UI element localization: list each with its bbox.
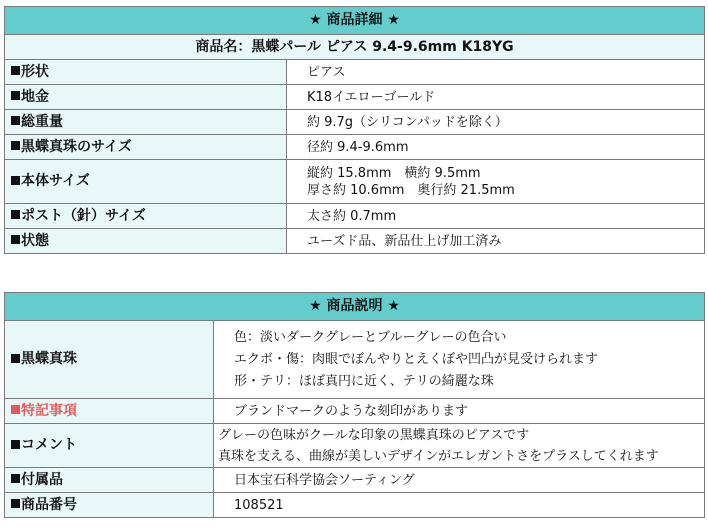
- table-row: [5, 229, 705, 254]
- row-label: 商品番号: [21, 496, 77, 513]
- row-label: 形状: [21, 63, 49, 80]
- description-header: ★ 商品説明 ★: [5, 293, 705, 321]
- row-value: ユーズド品、新品仕上げ加工済み: [287, 229, 705, 254]
- bullet-square-icon: [11, 210, 20, 219]
- row-value: K18イエローゴールド: [287, 85, 705, 110]
- bullet-square-icon: [11, 499, 20, 508]
- bullet-square-icon: [11, 405, 20, 414]
- value-line: 縦約 15.8mm 横約 9.5mm: [307, 165, 481, 181]
- product-description-table: [4, 292, 705, 518]
- table-row: [5, 321, 705, 399]
- row-label: 本体サイズ: [21, 173, 90, 189]
- details-header: ★ 商品詳細 ★: [5, 7, 705, 35]
- row-value: [287, 160, 705, 204]
- value-line: エクボ・傷：肉眼でぼんやりとえくぼや凹凸が見受けられます: [234, 351, 599, 367]
- bullet-square-icon: [11, 116, 20, 125]
- bullet-square-icon: [11, 141, 20, 150]
- row-label: 付属品: [21, 471, 63, 488]
- row-label: 総重量: [21, 113, 63, 130]
- bullet-square-icon: [11, 235, 20, 244]
- row-value: ブランドマークのような刻印があります: [214, 399, 705, 424]
- table-row: [5, 204, 705, 229]
- row-value: 約 9.7g（シリコンパッドを除く）: [287, 110, 705, 135]
- row-label: 状態: [21, 232, 49, 249]
- row-value: 径約 9.4-9.6mm: [287, 135, 705, 160]
- row-label: 地金: [21, 88, 49, 105]
- row-value: 108521: [214, 493, 705, 518]
- table-row: [5, 493, 705, 518]
- value-line: 真珠を支える、曲線が美しいデザインがエレガントさをプラスしてくれます: [218, 448, 659, 464]
- table-row: [5, 468, 705, 493]
- table-row: [5, 399, 705, 424]
- table-row: [5, 110, 705, 135]
- table-row: [5, 135, 705, 160]
- bullet-square-icon: [11, 354, 20, 363]
- table-row: [5, 424, 705, 468]
- row-label: 黒蝶真珠のサイズ: [21, 138, 132, 155]
- bullet-square-icon: [11, 474, 20, 483]
- row-value: 日本宝石科学協会ソーティング: [214, 468, 705, 493]
- row-value: [214, 321, 705, 399]
- bullet-square-icon: [11, 440, 20, 449]
- row-label: ポスト（針）サイズ: [21, 207, 146, 224]
- value-line: グレーの色味がクールな印象の黒蝶真珠のピアスです: [218, 427, 530, 443]
- row-value: ピアス: [287, 60, 705, 85]
- value-line: 色：淡いダークグレーとブルーグレーの色合い: [234, 329, 507, 345]
- bullet-square-icon: [11, 176, 20, 185]
- row-label: コメント: [21, 437, 77, 453]
- row-value: [214, 424, 705, 468]
- bullet-square-icon: [11, 66, 20, 75]
- value-line: 形・テリ：ほぼ真円に近く、テリの綺麗な珠: [234, 373, 494, 389]
- bullet-square-icon: [11, 91, 20, 100]
- row-label: 特記事項: [21, 402, 77, 419]
- table-row: [5, 60, 705, 85]
- table-row: [5, 160, 705, 204]
- row-label: 黒蝶真珠: [21, 351, 77, 367]
- table-row: [5, 85, 705, 110]
- row-value: 太さ約 0.7mm: [287, 204, 705, 229]
- product-details-table: [4, 6, 705, 254]
- product-name: 商品名：黒蝶パール ピアス 9.4-9.6mm K18YG: [5, 35, 705, 60]
- value-line: 厚さ約 10.6mm 奥行約 21.5mm: [307, 182, 515, 198]
